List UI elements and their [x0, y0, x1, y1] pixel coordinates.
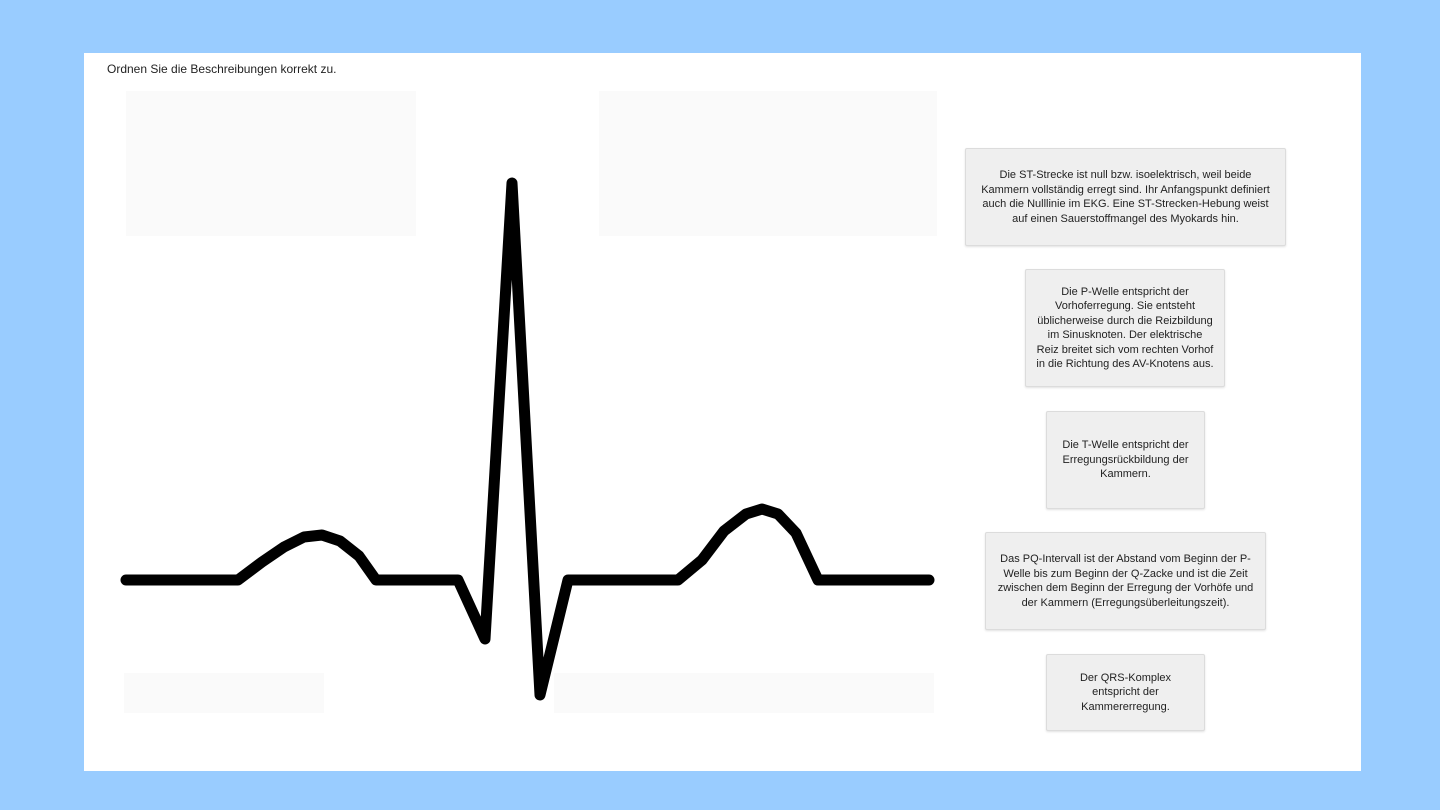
card-text: Die T-Welle entspricht der Erregungsrückbildung der Kammern.	[1062, 439, 1189, 481]
ecg-figure	[84, 53, 954, 771]
card-text: Der QRS-Komplex entspricht der Kammererregung.	[1079, 671, 1172, 713]
ecg-trace	[126, 183, 929, 695]
card-t-welle[interactable]	[1046, 411, 1205, 509]
card-text: Die ST-Strecke ist null bzw. isoelektrisch, weil beide Kammern vollständig erregt sind. Ihr Anfangspunkt definiert auch die Nulllinie im EKG. Eine ST-Strecken-Hebung weist auf einen Sauerstoffmangel des Myokards hin.	[981, 169, 1270, 225]
card-pq-intervall[interactable]	[985, 532, 1266, 630]
card-p-welle[interactable]	[1025, 269, 1225, 387]
card-text: Das PQ-Intervall ist der Abstand vom Beginn der P-Welle bis zum Beginn der Q-Zacke und ist die Zeit zwischen dem Beginn der Erregung der Vorhöfe und der Kammern (Erregungsüberleitungszeit).	[997, 553, 1254, 609]
ecg-waveform	[84, 53, 954, 771]
exercise-panel	[84, 53, 1361, 771]
card-qrs-komplex[interactable]	[1046, 654, 1205, 731]
card-st-strecke[interactable]	[965, 148, 1286, 246]
instruction-text: Ordnen Sie die Beschreibungen korrekt zu.	[107, 62, 337, 76]
card-text: Die P-Welle entspricht der Vorhoferregung. Sie entsteht üblicherweise durch die Reizbildung im Sinusknoten. Der elektrische Reiz breitet sich vom rechten Vorhof in die Richtung des AV-Knotens aus.	[1036, 285, 1214, 370]
